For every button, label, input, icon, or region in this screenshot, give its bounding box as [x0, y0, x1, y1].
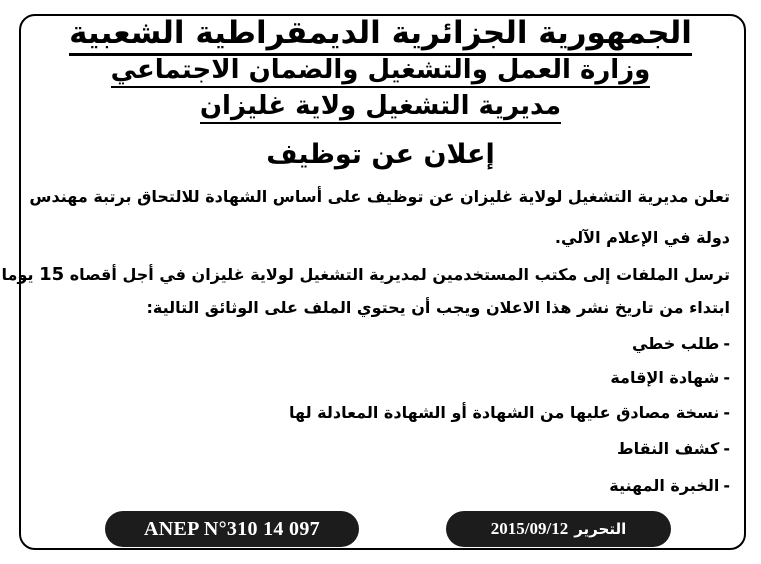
list-item-marker: -	[723, 439, 730, 458]
header-ministry	[0, 54, 761, 88]
header-republic-text: الجمهورية الجزائرية الديمقراطية الشعبية	[69, 14, 692, 56]
deadline-days-number: 15	[39, 264, 65, 285]
edit-date-value: 2015/09/12	[490, 519, 569, 538]
list-item	[610, 367, 730, 389]
list-item-text: كشف النقاط	[616, 439, 720, 458]
paragraph2-line1-part-a: ترسل الملفات إلى مكتب المستخدمين لمديرية التشغيل لولاية غليزان في أجل أقصاه	[69, 265, 730, 284]
paragraph1-line1: تعلن مديرية التشغيل لولاية غليزان عن توظيف على أساس الشهادة للالتحاق برتبة مهندس	[29, 187, 730, 206]
edit-date-badge	[446, 511, 671, 547]
list-item-marker: -	[723, 403, 730, 422]
paragraph2-line1-part-b: يوما	[1, 265, 34, 284]
anep-number-text: ANEP N°310 14 097	[144, 517, 320, 540]
header-ministry-text: وزارة العمل والتشغيل والضمان الاجتماعي	[111, 54, 651, 88]
list-item	[289, 402, 730, 424]
list-item-text: نسخة مصادق عليها من الشهادة أو الشهادة المعادلة لها	[289, 403, 720, 422]
list-item-marker: -	[723, 368, 730, 387]
anep-number-badge	[105, 511, 359, 547]
edit-date-label: التحرير	[574, 520, 627, 538]
list-item-text: شهادة الإقامة	[610, 368, 720, 387]
list-item-marker: -	[723, 334, 730, 353]
list-item	[609, 475, 730, 497]
list-item	[632, 333, 730, 355]
list-item-marker: -	[723, 476, 730, 495]
paragraph2-line2: ابتداء من تاريخ نشر هذا الاعلان ويجب أن يحتوي الملف على الوثائق التالية:	[146, 298, 730, 317]
list-item-text: طلب خطي	[631, 334, 720, 353]
header-republic	[0, 14, 761, 56]
header-directorate	[0, 90, 761, 124]
paragraph1-line2: دولة في الإعلام الآلي.	[554, 228, 730, 247]
announcement-title: إعلان عن توظيف	[266, 139, 495, 170]
header-directorate-text: مديرية التشغيل ولاية غليزان	[200, 90, 561, 124]
list-item-text: الخبرة المهنية	[609, 476, 720, 495]
paragraph2-line1	[1, 264, 730, 286]
list-item	[617, 438, 730, 460]
